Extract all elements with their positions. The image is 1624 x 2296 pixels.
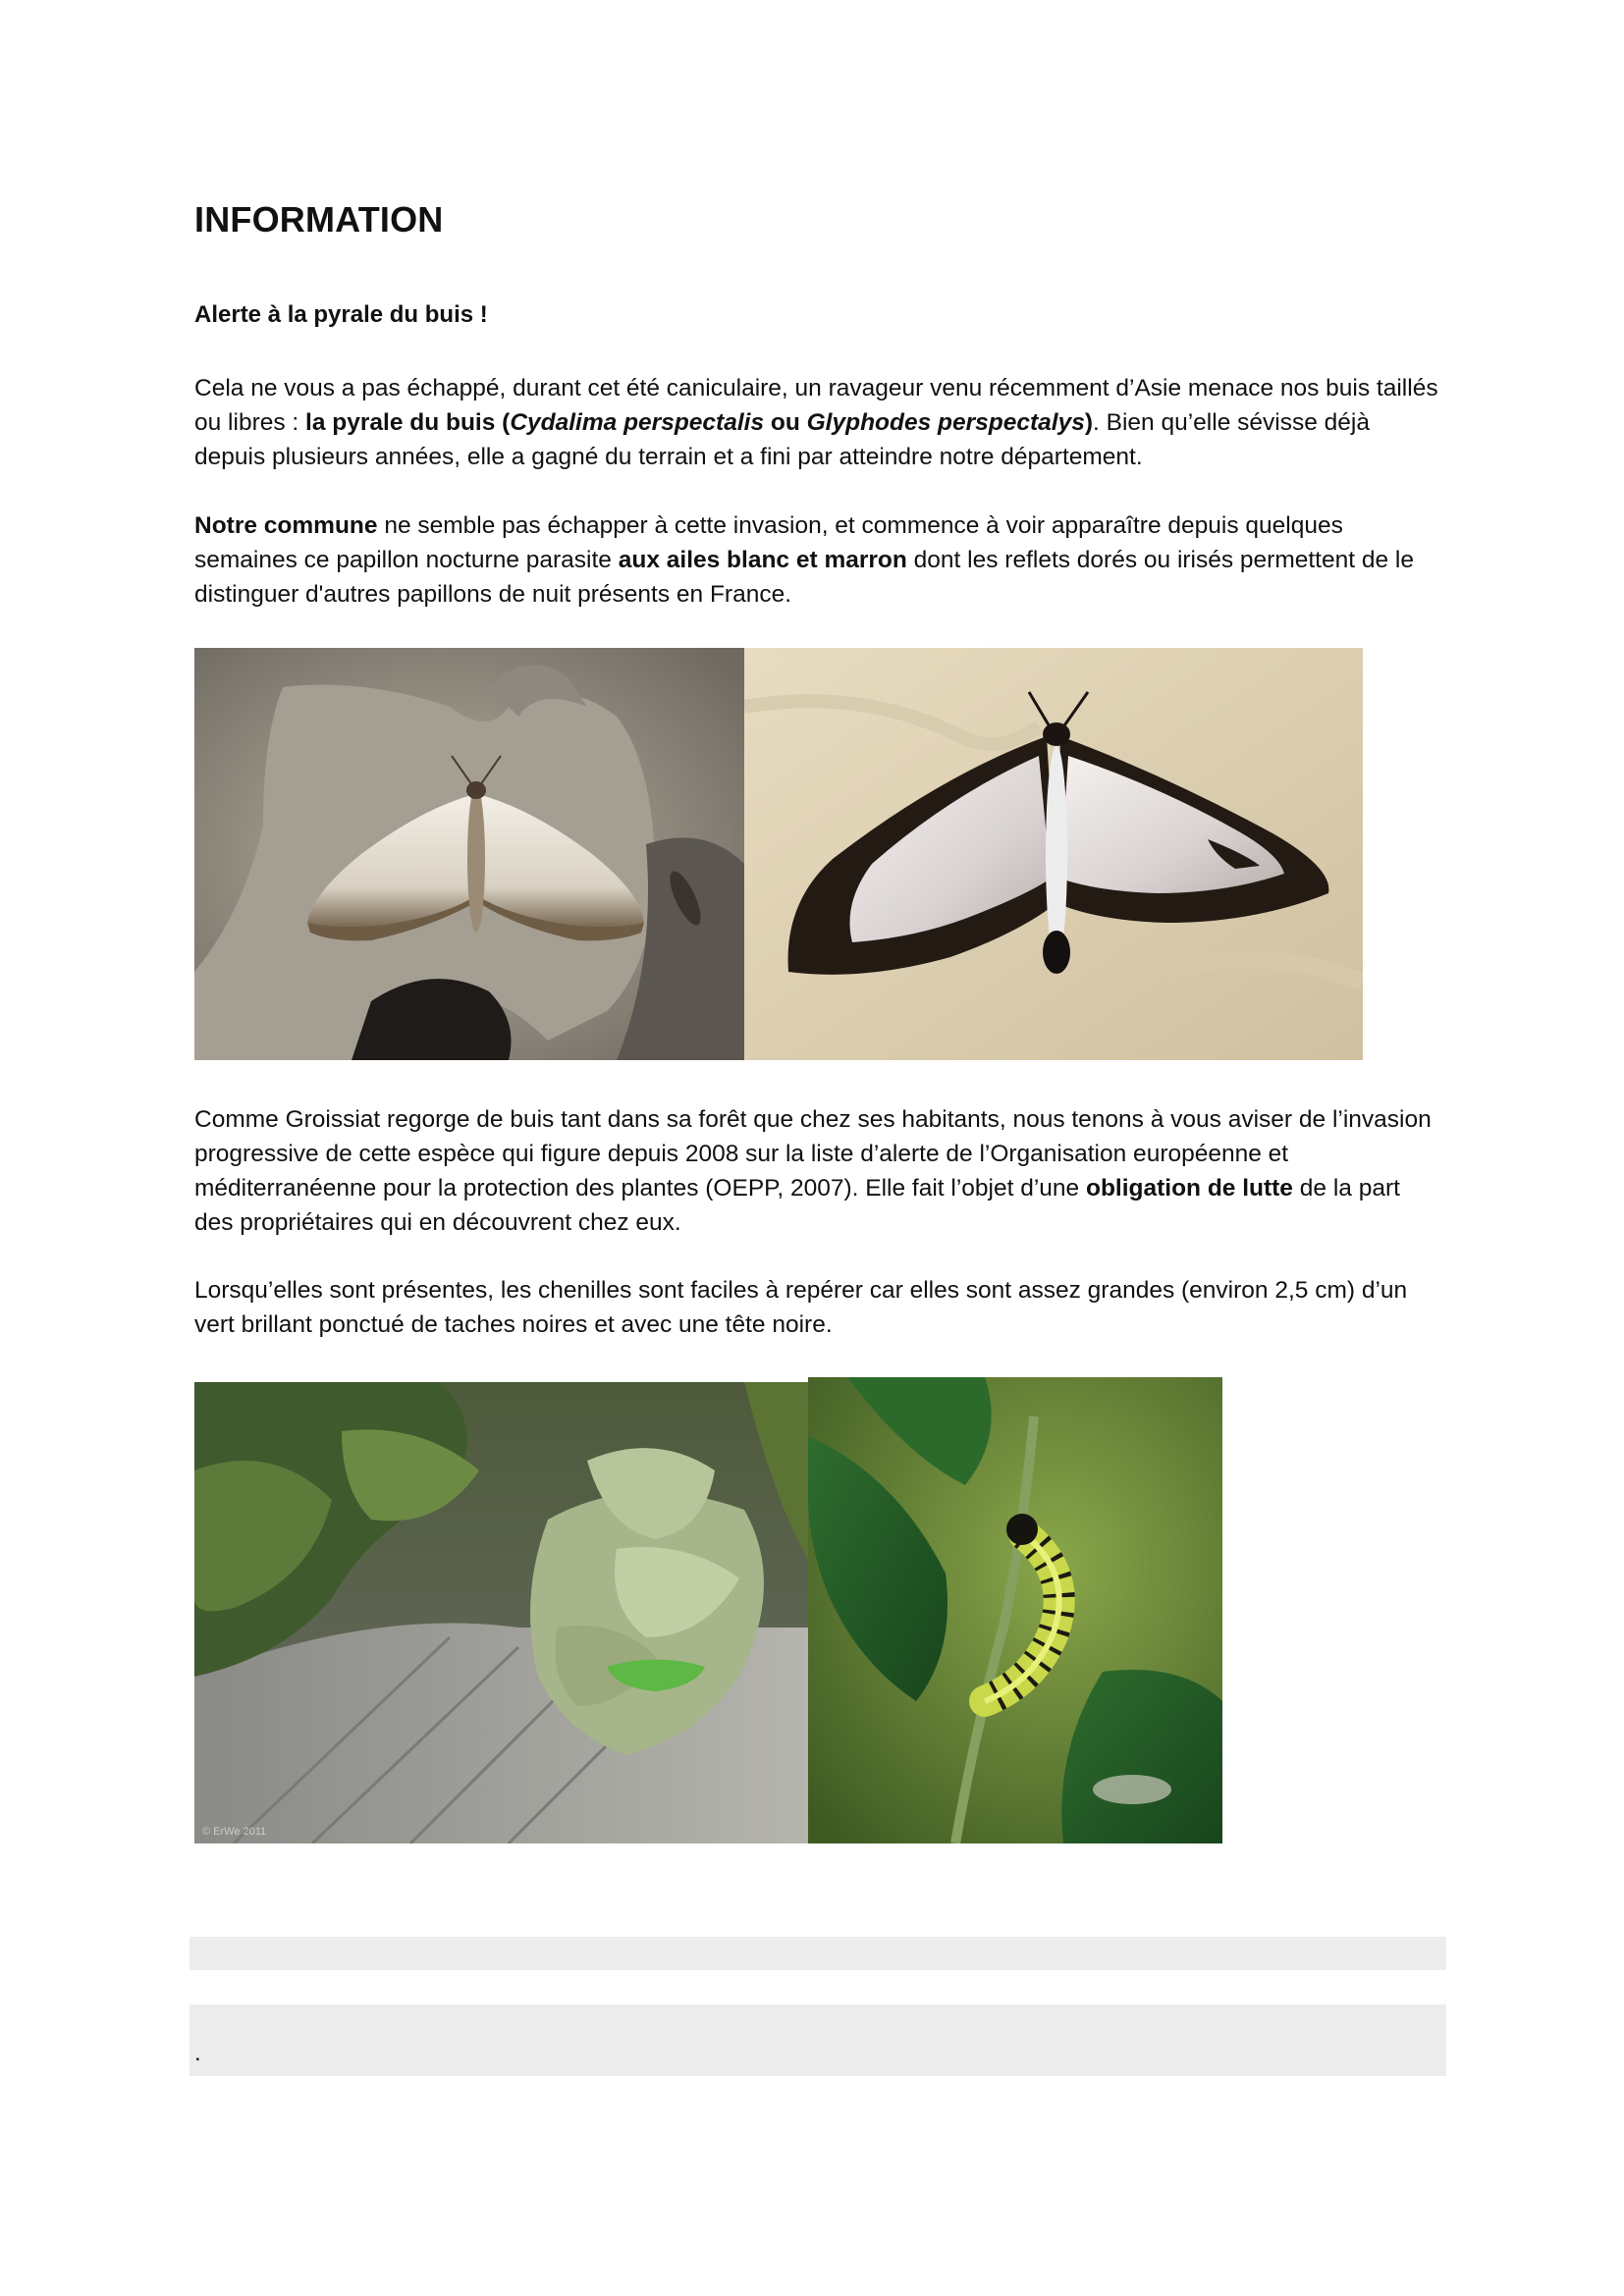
- footer-bar-2: [189, 2004, 1446, 2076]
- page-title: INFORMATION: [194, 199, 444, 240]
- groissiat-paragraph: [194, 1102, 1441, 1240]
- p1-bold-2: ou: [764, 409, 807, 436]
- alert-heading: Alerte à la pyrale du buis !: [194, 301, 488, 328]
- p2-bold-1: Notre commune: [194, 512, 378, 539]
- caterpillar-paragraph: [194, 1273, 1441, 1342]
- moth-photo-dark: [744, 648, 1363, 1060]
- p4-text-1: Lorsqu’elles sont présentes, les chenilles sont faciles à repérer car elles sont assez grandes (environ 2,5 cm) d’un vert brillant ponctué de taches noires et avec une tête noire.: [194, 1277, 1408, 1338]
- p3-text-2: de la part des propriétaires qui en découvrent chez eux.: [194, 1175, 1400, 1236]
- p2-text-2: dont les reflets dorés ou irisés permettent de le distinguer d'autres papillons de nuit présents en France.: [194, 547, 1414, 608]
- moth-photo-light: [194, 648, 744, 1060]
- intro-paragraph: [194, 371, 1441, 474]
- p1-text-2: . Bien qu’elle sévisse déjà depuis plusieurs années, elle a gagné du terrain et a fini par atteindre notre département.: [194, 409, 1370, 470]
- species-name-1: Cydalima perspectalis: [510, 409, 765, 436]
- photo-watermark: © ErWe 2011: [202, 1826, 267, 1838]
- p2-bold-2: aux ailes blanc et marron: [618, 547, 907, 573]
- p3-text-1: Comme Groissiat regorge de buis tant dans sa forêt que chez ses habitants, nous tenons à vous aviser de l’invasion progressive de cette espèce qui figure depuis 2008 sur la liste d’alerte de l’Organisation européenne et méditerranéenne pour la protection des plantes (OEPP, 2007). Elle fait l’objet d’une: [194, 1106, 1432, 1201]
- p1-bold-1: la pyrale du buis (: [305, 409, 511, 436]
- species-name-2: Glyphodes perspectalys: [806, 409, 1085, 436]
- footer-dot: .: [194, 2040, 201, 2066]
- p2-text-1: ne semble pas échapper à cette invasion, et commence à voir apparaître depuis quelques semaines ce papillon nocturne parasite: [194, 512, 1343, 573]
- caterpillar-leaves-photo: [194, 1382, 808, 1843]
- p1-text-1: Cela ne vous a pas échappé, durant cet été caniculaire, un ravageur venu récemment d’Asie menace nos buis taillés ou libres :: [194, 375, 1438, 436]
- p3-bold-1: obligation de lutte: [1085, 1175, 1293, 1201]
- p1-bold-3: ): [1084, 409, 1094, 436]
- commune-paragraph: [194, 508, 1441, 612]
- footer-bar-1: [189, 1937, 1446, 1970]
- caterpillar-closeup-photo: [808, 1377, 1222, 1843]
